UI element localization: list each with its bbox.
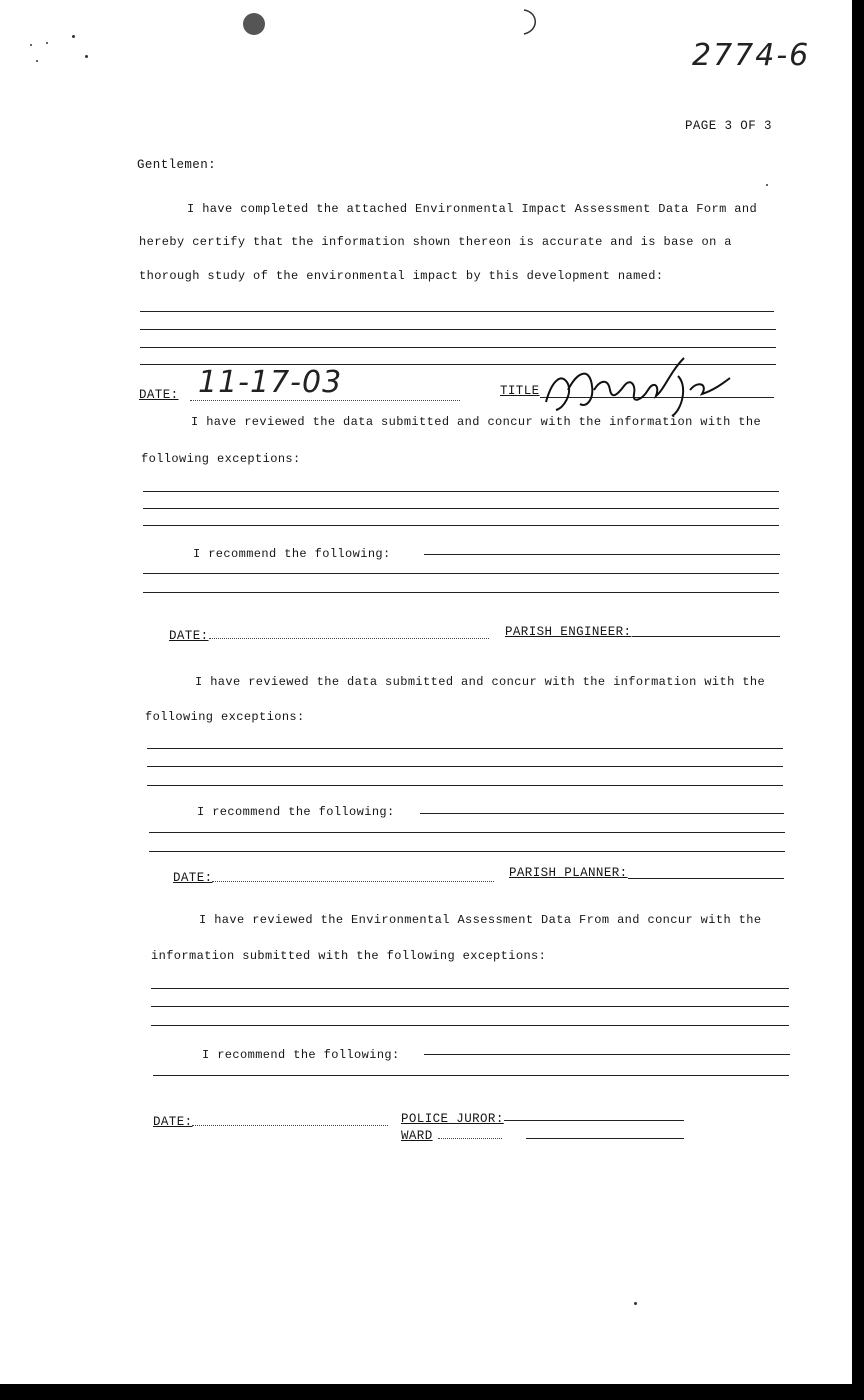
date-fill-line (192, 1125, 388, 1126)
handwritten-reference: 2774-6 (692, 38, 811, 73)
blank-line (143, 573, 779, 574)
blank-line (143, 491, 779, 492)
planner-recommend-label: I recommend the following: (197, 805, 395, 819)
blank-line (143, 508, 779, 509)
blank-line (424, 554, 780, 555)
engineer-date-label: DATE: (169, 629, 209, 643)
date-fill-line (212, 881, 494, 882)
planner-date-label: DATE: (173, 871, 213, 885)
handwritten-signature (538, 350, 738, 420)
scan-speck (36, 60, 38, 62)
certification-date-value: 11-17-03 (198, 365, 343, 400)
blank-line (147, 748, 783, 749)
scan-speck (72, 35, 75, 38)
engineer-review-line-2: following exceptions: (141, 452, 301, 466)
salutation: Gentlemen: (137, 158, 217, 172)
certification-line-1: I have completed the attached Environmental Impact Assessment Data Form and (187, 202, 758, 216)
scan-speck (766, 184, 768, 186)
blank-line (140, 347, 776, 348)
punch-hole-mark (243, 13, 265, 35)
ward-fill-line (438, 1138, 502, 1139)
blank-line (149, 832, 785, 833)
planner-review-line-2: following exceptions: (145, 710, 305, 724)
certification-line-2: hereby certify that the information shown thereon is accurate and is base on a (139, 235, 732, 249)
engineer-recommend-label: I recommend the following: (193, 547, 391, 561)
juror-review-line-2: information submitted with the following exceptions: (151, 949, 547, 963)
blank-line (151, 988, 789, 989)
juror-ward-label: WARD (401, 1129, 433, 1143)
blank-line (151, 1025, 789, 1026)
scan-smudge-arc (518, 8, 542, 36)
scan-speck (85, 55, 88, 58)
planner-review-line-1: I have reviewed the data submitted and concur with the information with the (195, 675, 766, 689)
blank-line (424, 1054, 790, 1055)
date-fill-line (190, 400, 460, 401)
scan-speck (30, 44, 32, 46)
certification-line-3: thorough study of the environmental impact by this development named: (139, 269, 664, 283)
blank-line (420, 813, 784, 814)
planner-signer-label: PARISH PLANNER: (509, 866, 628, 880)
signature-fill-line (628, 878, 784, 879)
date-fill-line (209, 638, 489, 639)
signature-fill-line (632, 636, 780, 637)
blank-line (140, 311, 774, 312)
scan-border-bottom (0, 1384, 864, 1400)
juror-review-line-1: I have reviewed the Environmental Assessment Data From and concur with the (199, 913, 762, 927)
blank-line (149, 851, 785, 852)
blank-line (143, 525, 779, 526)
ward-fill-line (526, 1138, 684, 1139)
scan-speck (634, 1302, 637, 1305)
certification-title-label: TITLE (500, 384, 540, 398)
page-number: PAGE 3 OF 3 (685, 119, 772, 133)
scan-border-right (852, 0, 864, 1400)
juror-recommend-label: I recommend the following: (202, 1048, 400, 1062)
juror-signer-label: POLICE JUROR: (401, 1112, 504, 1126)
engineer-signer-label: PARISH ENGINEER: (505, 625, 632, 639)
scan-speck (46, 42, 48, 44)
juror-date-label: DATE: (153, 1115, 193, 1129)
blank-line (140, 329, 776, 330)
signature-fill-line (504, 1120, 684, 1121)
certification-date-label: DATE: (139, 388, 179, 402)
blank-line (153, 1075, 789, 1076)
blank-line (143, 592, 779, 593)
blank-line (147, 766, 783, 767)
engineer-review-line-1: I have reviewed the data submitted and concur with the information with the (191, 415, 762, 429)
blank-line (147, 785, 783, 786)
blank-line (151, 1006, 789, 1007)
